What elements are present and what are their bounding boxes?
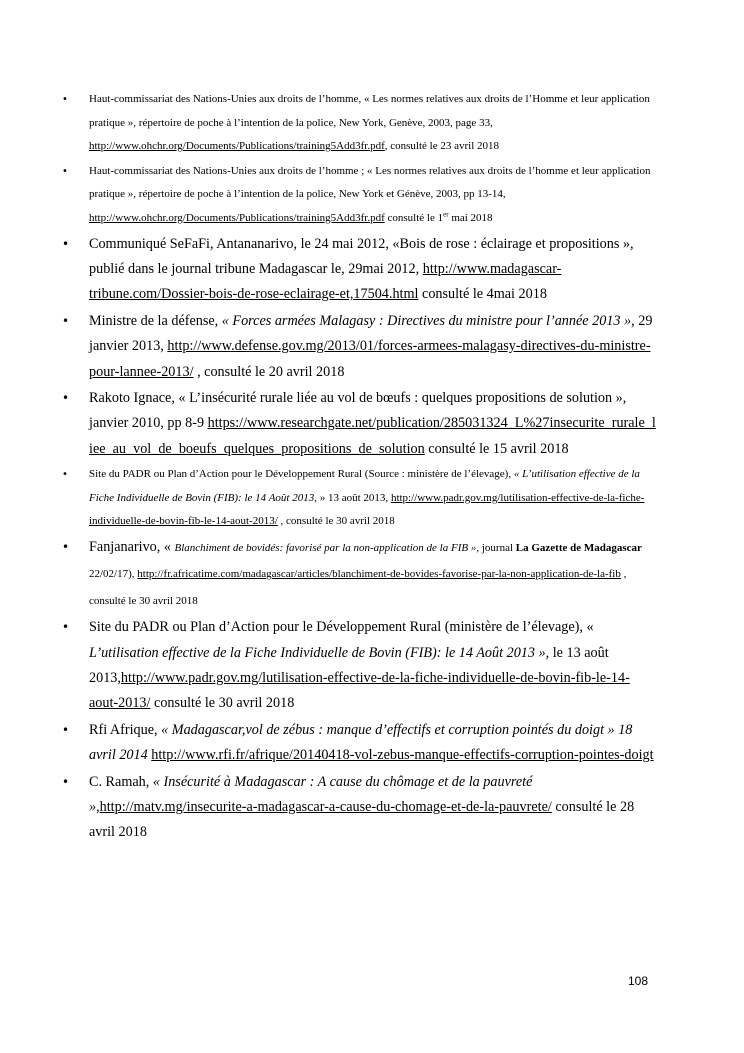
reference-text: mai 2018 bbox=[448, 211, 493, 224]
reference-text: consulté le 1 bbox=[384, 211, 444, 224]
reference-text: , consulté le 30 avril 2018 bbox=[277, 515, 395, 528]
reference-item bbox=[62, 160, 656, 231]
reference-text: consulté le 30 avril 2018 bbox=[150, 695, 295, 712]
bullet-icon: • bbox=[62, 540, 70, 554]
reference-text: Haut-commissariat des Nations-Unies aux droits de l’homme, « Les normes relatives aux droits de l’Homme et leur application pratique », répertoire de poche à l’intention de la police, New York, Genève, 2003, page 33, bbox=[89, 93, 650, 129]
reference-link[interactable]: http://fr.africatime.com/madagascar/articles/blanchiment-de-bovides-favorise-par-la-non-application-de-la-fib bbox=[137, 568, 621, 581]
bullet-icon: • bbox=[62, 94, 68, 105]
page-number: 108 bbox=[628, 974, 649, 988]
reference-text: Site du PADR ou Plan d’Action pour le Développement Rural (ministère de l’élevage), « bbox=[89, 619, 594, 636]
reference-item bbox=[62, 770, 656, 846]
reference-text: , consulté le 30 avril 2018 bbox=[89, 568, 627, 607]
reference-text: , bbox=[96, 799, 100, 816]
reference-item bbox=[62, 463, 656, 534]
reference-item bbox=[62, 309, 656, 385]
reference-item bbox=[62, 535, 656, 614]
reference-title: L’utilisation effective de la Fiche Individuelle de Bovin (FIB): le 14 Août 2013 », bbox=[89, 644, 550, 661]
reference-text: 29 janvier 2013, bbox=[89, 312, 653, 355]
reference-title: « Forces armées Malagasy : Directives du ministre pour l’année 2013 », bbox=[221, 312, 635, 329]
reference-link[interactable]: https://www.researchgate.net/publication/285031324_L%27insecurite_rurale_liee_au_vol_de_boeufs_quelques_propositions_de_solution bbox=[89, 415, 656, 457]
bullet-icon: • bbox=[62, 391, 70, 405]
reference-link[interactable]: http://www.padr.gov.mg/lutilisation-effective-de-la-fiche-individuelle-de-bovin-fib-le-14-aout-2013/ bbox=[89, 491, 645, 528]
reference-title: « Madagascar,vol de zébus : manque d’effectifs et corruption pointés du doigt » 18 avril 2014 bbox=[89, 721, 633, 764]
reference-title: Blanchiment de bovidés: favorisé par la non-application de la FIB », bbox=[174, 542, 480, 554]
reference-title: « Insécurité à Madagascar : A cause du chômage et de la pauvreté » bbox=[89, 773, 533, 816]
reference-item bbox=[62, 88, 656, 159]
reference-link[interactable]: http://www.padr.gov.mg/lutilisation-effective-de-la-fiche-individuelle-de-bovin-fib-le-14-aout-2013/ bbox=[89, 670, 630, 712]
bullet-icon: • bbox=[62, 313, 70, 328]
reference-text: 22/02/17), bbox=[89, 568, 138, 581]
bullet-icon: • bbox=[62, 469, 68, 481]
reference-text: Site du PADR ou Plan d’Action pour le Développement Rural (Source : ministère de l’élevage), bbox=[89, 468, 514, 481]
reference-text: Haut-commissariat des Nations-Unies aux droits de l’homme ; « Les normes relatives aux droits de l’homme et leur application pratique », répertoire de poche à l’intention de la police, New York et Génève, 2003, pp 13-14, bbox=[89, 164, 651, 201]
reference-text: Communiqué SeFaFi, Antananarivo, le 24 mai 2012, «Bois de rose : éclairage et propositions », publié dans le journal tribune Madagascar le, 29mai 2012, bbox=[89, 235, 634, 277]
reference-text: consulté le 4mai 2018 bbox=[418, 286, 547, 303]
reference-text: journal bbox=[479, 542, 516, 554]
reference-text: Ministre de la défense, bbox=[89, 312, 222, 329]
reference-text: Rakoto Ignace, « L’insécurité rurale liée au vol de bœufs : quelques propositions de solution », janvier 2010, pp 8-9 bbox=[89, 390, 627, 432]
reference-text: Rfi Afrique, bbox=[89, 721, 162, 738]
reference-text: consulté le 15 avril 2018 bbox=[424, 440, 569, 457]
reference-list bbox=[62, 88, 656, 846]
reference-text: Fanjanarivo, « bbox=[89, 539, 175, 555]
reference-text: , consulté le 20 avril 2018 bbox=[193, 363, 345, 380]
reference-link[interactable]: http://www.rfi.fr/afrique/20140418-vol-zebus-manque-effectifs-corruption-pointes-doigt bbox=[151, 747, 654, 764]
reference-link[interactable]: http://www.madagascar-tribune.com/Dossier-bois-de-rose-eclairage-et,17504.html bbox=[89, 260, 562, 303]
reference-link[interactable]: http://www.ohchr.org/Documents/Publications/training5Add3fr.pdf bbox=[89, 140, 385, 153]
bullet-icon: • bbox=[62, 236, 70, 251]
bullet-icon: • bbox=[62, 165, 68, 177]
reference-text: le 13 août 2013, bbox=[89, 644, 609, 687]
reference-text: C. Ramah, bbox=[89, 773, 153, 790]
reference-title: « L’utilisation effective de la Fiche Individuelle de Bovin (FIB): le 14 Août 2013 bbox=[89, 468, 640, 504]
bullet-icon: • bbox=[62, 774, 70, 789]
reference-item bbox=[62, 386, 656, 462]
reference-link[interactable]: http://matv.mg/insecurite-a-madagascar-a-cause-du-chomage-et-de-la-pauvrete/ bbox=[99, 799, 552, 816]
reference-link[interactable]: http://www.defense.gov.mg/2013/01/forces-armees-malagasy-directives-du-ministre-pour-lannee-2013/ bbox=[89, 338, 651, 380]
reference-link[interactable]: http://www.ohchr.org/Documents/Publications/training5Add3fr.pdf bbox=[89, 211, 385, 224]
superscript: er bbox=[443, 210, 449, 219]
reference-text: , consulté le 23 avril 2018 bbox=[384, 140, 500, 153]
bullet-icon: • bbox=[62, 620, 70, 635]
reference-item bbox=[62, 718, 656, 769]
reference-item bbox=[62, 232, 656, 308]
reference-text: consulté le 28 avril 2018 bbox=[89, 799, 635, 841]
journal-name: La Gazette de Madagascar bbox=[515, 542, 642, 554]
reference-text: , » 13 août 2013, bbox=[314, 491, 391, 504]
reference-item bbox=[62, 615, 656, 717]
bullet-icon: • bbox=[62, 722, 70, 737]
